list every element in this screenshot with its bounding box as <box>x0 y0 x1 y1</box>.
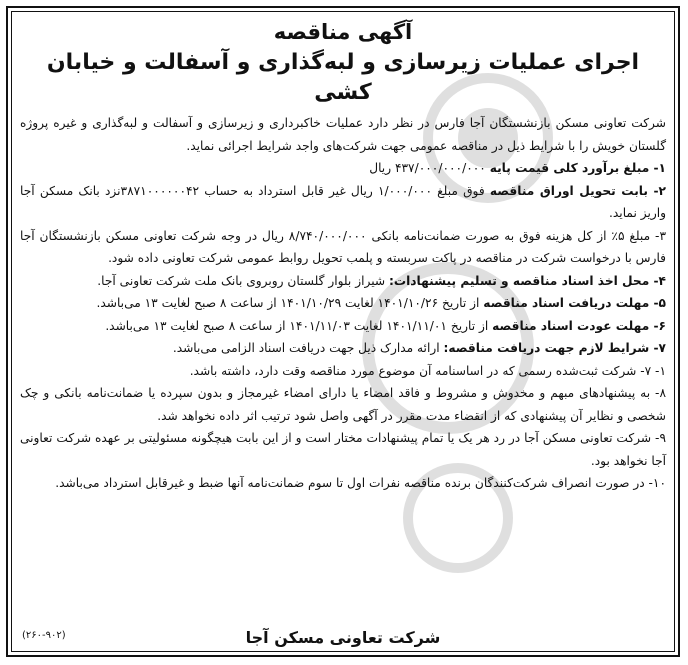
item-label: ۵- مهلت دریافت اسناد مناقصه <box>483 296 666 310</box>
item-withdrawal <box>20 472 666 495</box>
item-return-deadline <box>20 315 666 338</box>
item-label: ۲- بابت تحویل اوراق مناقصه <box>489 183 666 198</box>
item-text: ۱۰- در صورت انصراف شرکت‌کنندگان برنده مناقصه نفرات اول تا سوم ضمانت‌نامه آنها ضبط و غیرقابل استرداد می‌باشد. <box>55 476 666 490</box>
footer <box>8 625 678 651</box>
item-guarantee <box>20 225 666 270</box>
item-text: از تاریخ ۱۴۰۱/۱۰/۲۶ لغایت ۱۴۰۱/۱۰/۲۹ از ساعت ۸ صبح لغایت ۱۳ می‌باشد. <box>96 296 484 310</box>
item-text: ۱- ۷- شرکت ثبت‌شده رسمی که در اساسنامه آن موضوع مورد مناقصه وقت دارد، داشته باشد. <box>189 363 666 378</box>
item-label: ۴- محل اخذ اسناد مناقصه و تسلیم پیشنهادات: <box>388 273 666 288</box>
item-base-price <box>20 157 666 180</box>
page-title: آگهی مناقصه <box>273 20 413 44</box>
intro-paragraph: شرکت تعاونی مسکن بازنشستگان آجا فارس در نظر دارد عملیات خاکبرداری و زیرسازی و آسفالت و لبه‌گذاری و غیره پروژه گلستان خویش را با شرایط ذیل در مناقصه عمومی جهت شرکت‌های واجد شرایط اجرائی نماید. <box>20 116 666 153</box>
item-invalid-bids <box>20 382 666 427</box>
item-text: ۴۳۷/۰۰۰/۰۰۰/۰۰۰ ریال <box>369 161 490 175</box>
organization-name: شرکت تعاونی مسکن آجا <box>245 628 441 647</box>
ad-content <box>8 8 678 495</box>
item-requirement-1 <box>20 360 666 383</box>
item-text: ۹- شرکت تعاونی مسکن آجا در رد هر یک یا تمام پیشنهادات مختار است و از این بابت هیچگونه مسئولیتی بر عهده شرکت تعاونی آجا نخواهد بود. <box>20 431 666 468</box>
item-document-fee <box>20 180 666 225</box>
item-submission-place <box>20 270 666 293</box>
page-subtitle: اجرای عملیات زیرسازی و لبه‌گذاری و آسفالت و خیابان کشی <box>46 50 640 105</box>
item-text: ارائه مدارک ذیل جهت دریافت اسناد الزامی می‌باشد. <box>172 341 444 355</box>
item-text: ۸- به پیشنهادهای مبهم و مخدوش و مشروط و فاقد امضاء یا دارای امضاء غیرمجاز و بدون سپرده یا ضمانت‌نامه بانکی و چک شخصی و نظایر آن پیشنهادی که از انقضاء مدت مقرر در آگهی واصل شود ترتیب اثر داده نخواهد شد. <box>20 386 666 423</box>
item-text: از تاریخ ۱۴۰۱/۱۱/۰۱ لغایت ۱۴۰۱/۱۱/۰۳ از ساعت ۸ صبح لغایت ۱۳ می‌باشد. <box>105 318 493 333</box>
ad-code: (۲۶۰-۹۰۲) <box>22 630 66 641</box>
item-requirements <box>20 337 666 360</box>
item-label: ۷- شرایط لازم جهت دریافت مناقصه: <box>443 341 666 355</box>
item-label: ۶- مهلت عودت اسناد مناقصه <box>492 318 666 333</box>
ad-frame <box>6 6 680 657</box>
item-text: ۳- مبلغ ۵٪ از کل هزینه فوق به صورت ضمانت‌نامه بانکی ۸/۷۴۰/۰۰۰/۰۰۰ ریال در وجه شرکت تعاونی مسکن بازنشستگان آجا فارس با درخواست شرکت در مناقصه در پاکت سربسته و پلمب تحویل روابط عمومی شرکت تعاونی داده شود. <box>20 228 666 265</box>
item-reject-right <box>20 427 666 472</box>
item-text: فوق مبلغ ۱/۰۰۰/۰۰۰ ریال غیر قابل استرداد به حساب ۳۸۷۱۰۰۰۰۰۰۴۲نزد بانک مسکن آجا واریز نماید. <box>20 183 666 220</box>
item-label: ۱- مبلغ برآورد کلی قیمت پایه <box>489 161 666 175</box>
item-text: شیراز بلوار گلستان روبروی بانک ملت شرکت تعاونی آجا. <box>97 273 389 288</box>
item-receive-deadline <box>20 292 666 315</box>
